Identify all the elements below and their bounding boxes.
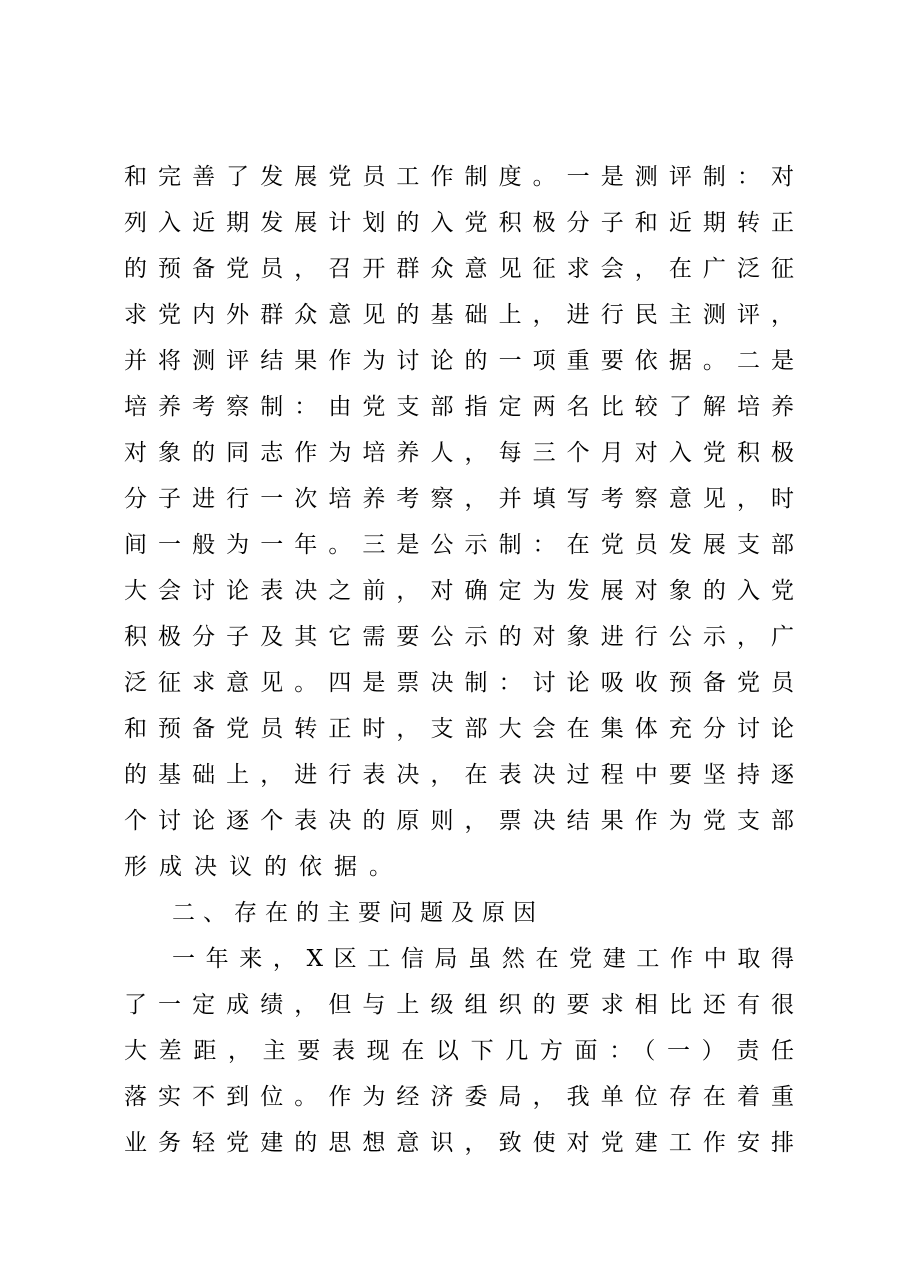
text-line: 大会讨论表决之前，对确定为发展对象的入党: [124, 578, 794, 604]
text-line: 间一般为一年。三是公示制：在党员发展支部: [124, 532, 794, 558]
paragraph-end-line: 形成决议的依据。: [124, 854, 404, 880]
text-line: 了一定成绩，但与上级组织的要求相比还有很: [124, 992, 794, 1018]
text-line: 对象的同志作为培养人，每三个月对入党积极: [124, 440, 794, 466]
text-line: 大差距，主要表现在以下几方面：（一）责任: [124, 1038, 794, 1064]
text-line: 并将测评结果作为讨论的一项重要依据。二是: [124, 348, 794, 374]
text-line: 的基础上，进行表决，在表决过程中要坚持逐: [124, 762, 794, 788]
body-text: [124, 155, 794, 1167]
text-line: 的预备党员，召开群众意见征求会，在广泛征: [124, 256, 794, 282]
text-line: 培养考察制：由党支部指定两名比较了解培养: [124, 394, 794, 420]
text-line: 分子进行一次培养考察，并填写考察意见，时: [124, 486, 794, 512]
paragraph-first-line: 一年来，X区工信局虽然在党建工作中取得: [172, 946, 794, 972]
text-line: 落实不到位。作为经济委局，我单位存在着重: [124, 1084, 794, 1110]
section-heading: 二、存在的主要问题及原因: [172, 900, 544, 926]
text-line: 泛征求意见。四是票决制：讨论吸收预备党员: [124, 670, 794, 696]
text-line: 和完善了发展党员工作制度。一是测评制：对: [124, 164, 794, 190]
text-line: 业务轻党建的思想意识，致使对党建工作安排: [124, 1130, 794, 1156]
text-line: 求党内外群众意见的基础上，进行民主测评，: [124, 302, 794, 328]
text-line: 积极分子及其它需要公示的对象进行公示，广: [124, 624, 794, 650]
text-line: 列入近期发展计划的入党积极分子和近期转正: [124, 210, 794, 236]
text-line: 和预备党员转正时，支部大会在集体充分讨论: [124, 716, 794, 742]
text-line: 个讨论逐个表决的原则，票决结果作为党支部: [124, 808, 794, 834]
